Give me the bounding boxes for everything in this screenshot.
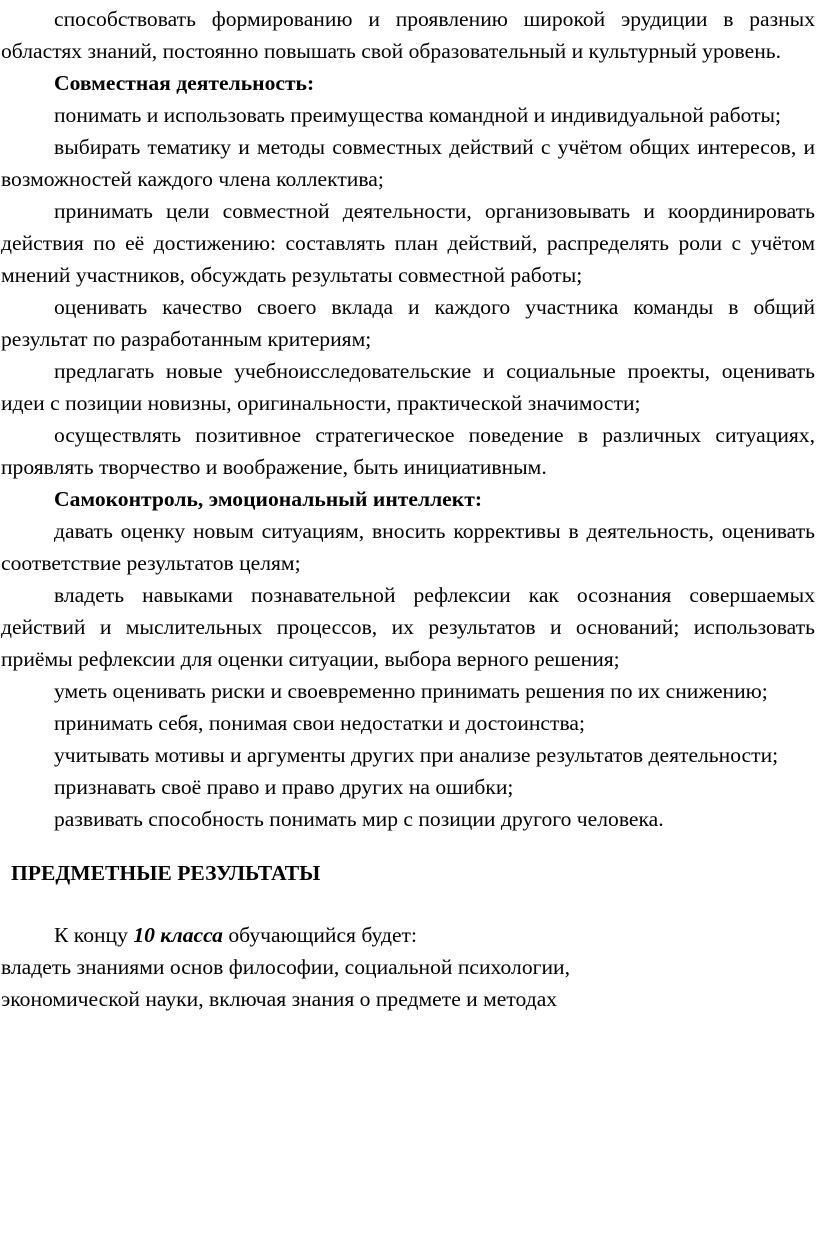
paragraph: учитывать мотивы и аргументы других при анализе результатов деятельности;	[54, 743, 779, 767]
paragraph: владеть навыками познавательной рефлексии как осознания совершаемых действий и мыслительных процессов, их результатов и оснований; использовать приёмы рефлексии для оценки ситуации, выбора верного решения;	[1, 583, 815, 671]
section-heading-joint-activity: Совместная деятельность:	[54, 71, 315, 95]
intro-line	[1, 919, 815, 951]
intro-before: К концу	[54, 923, 134, 947]
closing-line: экономической науки, включая знания о предмете и методах	[1, 987, 558, 1011]
paragraph: выбирать тематику и методы совместных действий с учётом общих интересов, и возможностей каждого члена коллектива;	[1, 135, 815, 191]
closing-line: владеть знаниями основ философии, социальной психологии,	[1, 955, 570, 979]
paragraph: понимать и использовать преимущества командной и индивидуальной работы;	[54, 103, 782, 127]
section-heading-self-control: Самоконтроль, эмоциональный интеллект:	[54, 487, 483, 511]
paragraph: осуществлять позитивное стратегическое поведение в различных ситуациях, проявлять творчество и воображение, быть инициативным.	[1, 423, 815, 479]
section-title-subject-results: ПРЕДМЕТНЫЕ РЕЗУЛЬТАТЫ	[11, 861, 321, 885]
paragraph: давать оценку новым ситуациям, вносить коррективы в деятельность, оценивать соответствие результатов целям;	[1, 519, 815, 575]
paragraph: оценивать качество своего вклада и каждого участника команды в общий результат по разработанным критериям;	[1, 295, 815, 351]
paragraph: уметь оценивать риски и своевременно принимать решения по их снижению;	[54, 679, 768, 703]
paragraph: способствовать формированию и проявлению широкой эрудиции в разных областях знаний, постоянно повышать свой образовательный и культурный уровень.	[1, 7, 815, 63]
paragraph: развивать способность понимать мир с позиции другого человека.	[54, 807, 664, 831]
intro-grade: 10 класса	[133, 923, 223, 947]
paragraph: принимать себя, понимая свои недостатки и достоинства;	[54, 711, 585, 735]
intro-after: обучающийся будет:	[222, 923, 417, 947]
paragraph: признавать своё право и право других на ошибки;	[54, 775, 514, 799]
paragraph: предлагать новые учебноисследовательские и социальные проекты, оценивать идеи с позиции новизны, оригинальности, практической значимости;	[1, 359, 815, 415]
paragraph: принимать цели совместной деятельности, организовывать и координировать действия по её достижению: составлять план действий, распределять роли с учётом мнений участников, обсуждать результаты совместной работы;	[1, 199, 815, 287]
